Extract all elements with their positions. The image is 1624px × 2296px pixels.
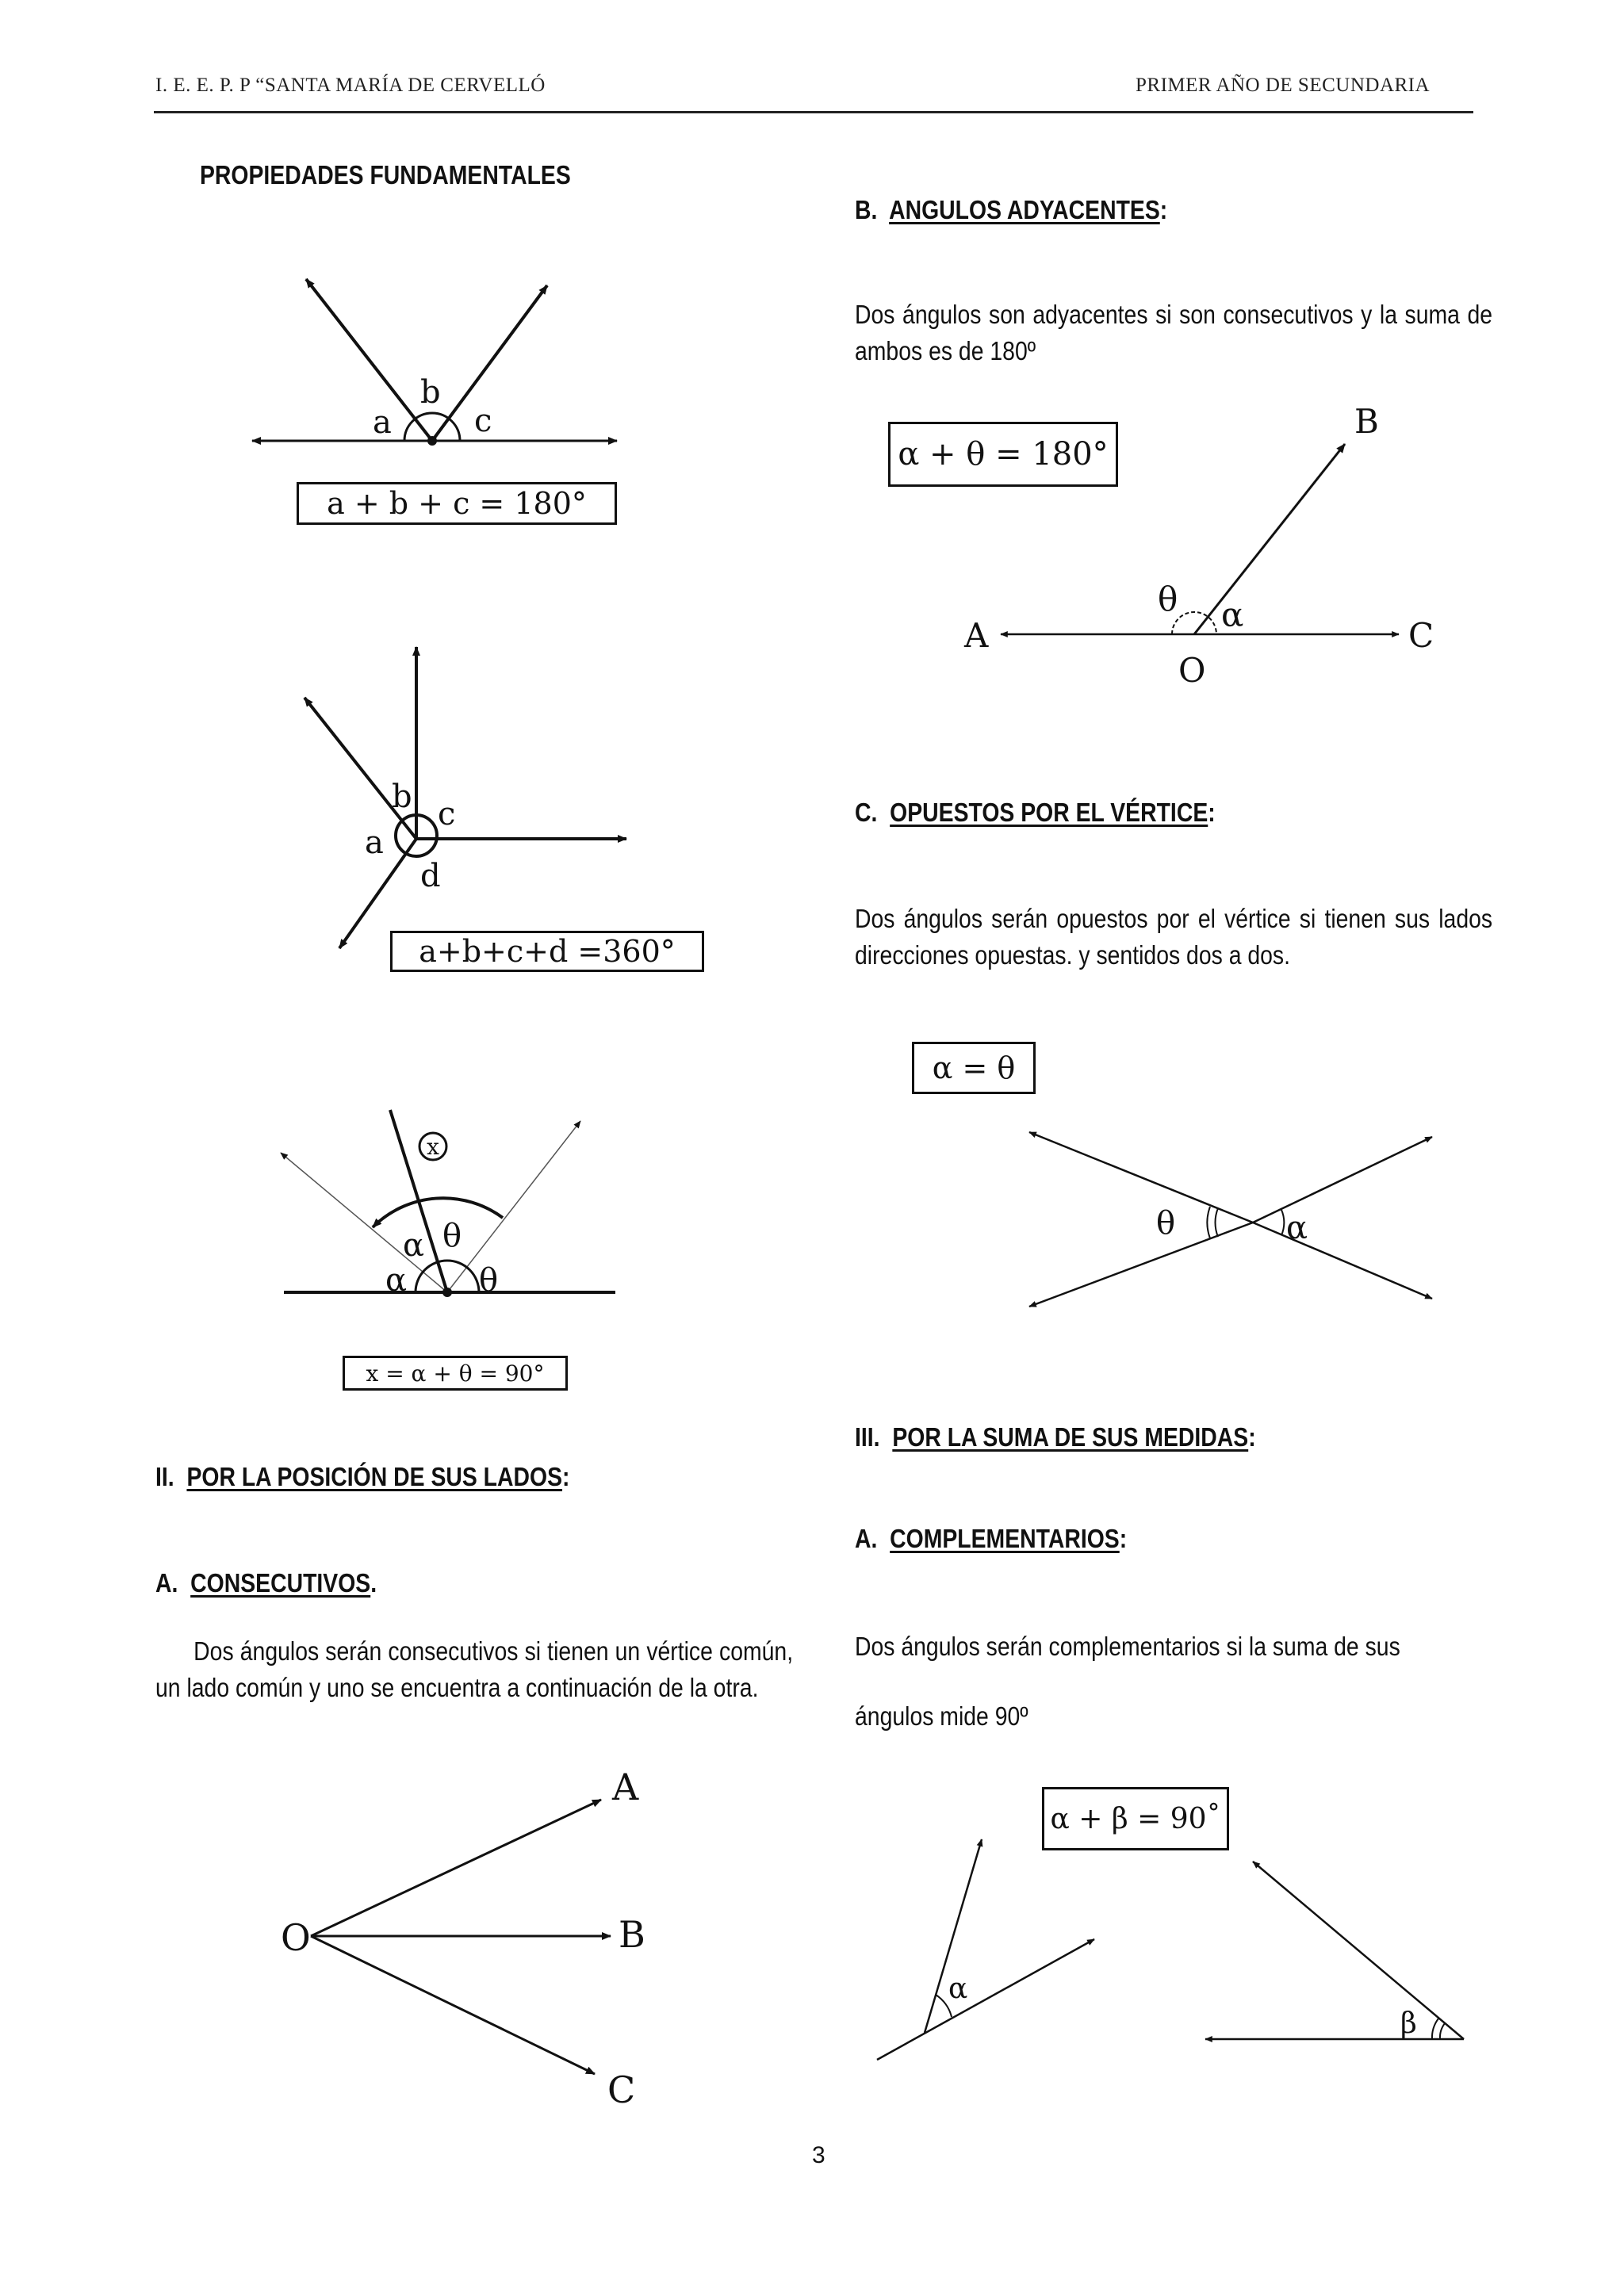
header-school: I. E. E. P. P “SANTA MARÍA DE CERVELLÓ <box>155 75 546 96</box>
fig3-label-theta-low: θ <box>479 1262 499 1299</box>
opu-ray-downright <box>1253 1223 1432 1299</box>
complementarios-heading: A. COMPLEMENTARIOS: <box>855 1524 1128 1553</box>
fig2-label-d: d <box>420 858 441 894</box>
cons-label-o: O <box>281 1916 311 1959</box>
comp-label-alpha: α <box>948 1973 968 2005</box>
fig1-vertex <box>427 436 437 446</box>
cons-ray-a <box>311 1800 601 1936</box>
opu-ray-downleft <box>1029 1223 1253 1307</box>
complementarios-text-line2: ángulos mide 90º <box>855 1701 1028 1731</box>
section-2-heading: II. POR LA POSICIÓN DE SUS LADOS: <box>155 1462 570 1491</box>
fig3-big-arc <box>373 1198 503 1227</box>
fig2-label-b: b <box>392 779 412 815</box>
fig1-label-a: a <box>373 404 392 441</box>
opu-ray-upleft <box>1029 1132 1253 1223</box>
fig3-label-alpha-up: α <box>403 1227 425 1264</box>
consecutivos-heading: A. CONSECUTIVOS. <box>155 1568 377 1598</box>
figure-opuestos <box>1029 1132 1432 1307</box>
fig1-label-c: c <box>474 403 492 439</box>
ady-label-alpha: α <box>1221 595 1244 634</box>
page-number: 3 <box>812 2142 825 2168</box>
figure-angles-90 <box>281 1110 615 1299</box>
fig1-ray-upleft <box>306 279 432 441</box>
fig2-label-c: c <box>438 796 456 832</box>
cons-label-c: C <box>607 2068 636 2111</box>
figure-adyacentes <box>963 402 1434 690</box>
fig3-label-theta-up: θ <box>442 1218 462 1254</box>
formula-180-three: a + b + c = 180° <box>297 482 617 525</box>
opuestos-text: Dos ángulos serán opuestos por el vértice si tienen sus lados direcciones opuestas. y sentidos dos a dos. <box>855 904 1493 970</box>
opuestos-heading: C. OPUESTOS POR EL VÉRTICE: <box>855 798 1216 827</box>
cons-ray-c <box>311 1936 595 2074</box>
formula-90-x: x = α + θ = 90° <box>343 1356 568 1391</box>
figure-complementarios <box>877 1839 1464 2060</box>
fig3-vertex <box>442 1288 452 1297</box>
consecutivos-text: Dos ángulos serán consecutivos si tienen un vértice común, un lado común y uno se encuentra a continuación de la otra. <box>155 1636 794 1702</box>
formula-90-alpha-beta: α + β = 90˚ <box>1042 1787 1229 1850</box>
figure-angles-180 <box>252 279 617 446</box>
fig2-ray-upleft <box>304 698 416 839</box>
formula-360: a+b+c+d =360° <box>390 931 704 972</box>
opu-label-alpha: α <box>1286 1210 1308 1246</box>
opu-arc-left-2 <box>1215 1208 1218 1237</box>
ady-label-c: C <box>1408 616 1434 655</box>
title-propiedades: PROPIEDADES FUNDAMENTALES <box>200 160 571 189</box>
comp-ray-alpha-base <box>877 1939 1094 2060</box>
opu-arc-right <box>1281 1210 1284 1235</box>
fig3-label-x: x <box>427 1134 439 1160</box>
complementarios-text-line1: Dos ángulos serán complementarios si la suma de sus <box>855 1632 1400 1661</box>
fig3-label-alpha-low: α <box>385 1262 408 1299</box>
adyacentes-text: Dos ángulos son adyacentes si son consecutivos y la suma de ambos es de 180º <box>855 300 1493 365</box>
figure-angles-360 <box>304 647 626 948</box>
header-grade: PRIMER AÑO DE SECUNDARIA <box>1136 75 1431 96</box>
ady-label-a: A <box>964 616 989 655</box>
comp-arc-beta-1 <box>1432 2019 1438 2039</box>
ady-label-theta: θ <box>1158 580 1178 618</box>
adyacentes-heading: B. ANGULOS ADYACENTES: <box>855 195 1168 224</box>
ady-label-o: O <box>1178 651 1206 690</box>
opu-ray-upright <box>1253 1137 1432 1223</box>
ady-ray-b <box>1194 444 1345 634</box>
fig2-label-a: a <box>365 825 384 861</box>
comp-label-beta: β <box>1400 2007 1417 2040</box>
ady-label-b: B <box>1354 402 1379 441</box>
cons-label-a: A <box>612 1766 639 1808</box>
section-3-heading: III. POR LA SUMA DE SUS MEDIDAS: <box>855 1422 1256 1452</box>
formula-alpha-equals-theta: α = θ <box>912 1042 1036 1094</box>
cons-label-b: B <box>619 1913 645 1956</box>
opu-label-theta: θ <box>1156 1205 1176 1242</box>
comp-ray-beta-side <box>1253 1862 1464 2039</box>
comp-arc-beta-2 <box>1440 2023 1445 2039</box>
formula-180-alpha-theta: α + θ = 180° <box>888 422 1118 487</box>
fig1-label-b: b <box>420 374 441 411</box>
figure-consecutivos <box>281 1766 645 2111</box>
opu-arc-left-1 <box>1207 1207 1210 1238</box>
